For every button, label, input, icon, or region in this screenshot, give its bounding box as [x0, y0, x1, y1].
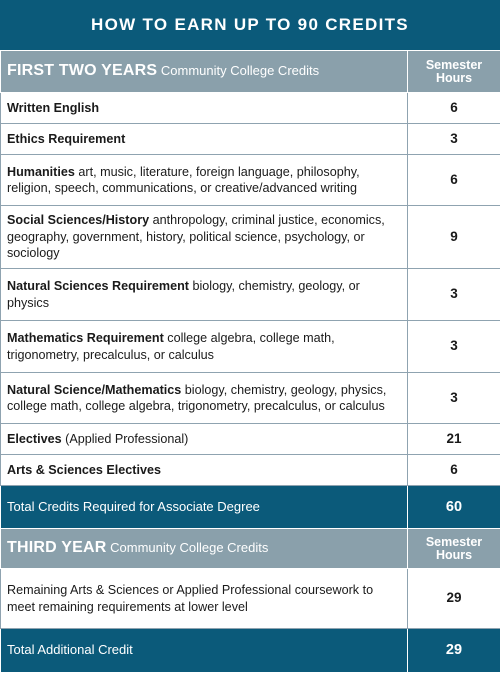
total-label: Total Additional Credit	[1, 629, 408, 673]
course-cell	[1, 93, 408, 124]
course-description: college algebra, college math, trigonometry, precalculus, or calculus	[7, 331, 335, 362]
course-label: Electives	[7, 432, 62, 446]
semester-hours-header-line: Hours	[414, 72, 494, 85]
semester-hours-header	[408, 529, 500, 569]
section-header-first-two-years	[1, 51, 500, 93]
hours-cell: 6	[408, 155, 500, 206]
total-hours: 29	[408, 629, 500, 673]
section-header-third-year	[1, 529, 500, 569]
banner-title: HOW TO EARN UP TO 90 CREDITS	[0, 0, 500, 50]
course-label: Ethics Requirement	[7, 132, 125, 146]
table-row	[1, 321, 500, 373]
course-description: art, music, literature, foreign language, philosophy, religion, speech, communications, or creative/advanced writing	[7, 165, 360, 196]
course-cell	[1, 455, 408, 486]
table-row	[1, 93, 500, 124]
section-title: FIRST TWO YEARS	[7, 62, 157, 79]
course-cell	[1, 206, 408, 269]
course-label: Natural Sciences Requirement	[7, 279, 189, 293]
course-description: biology, chemistry, geology, physics, college math, college algebra, trigonometry, precalculus, or calculus	[7, 383, 386, 414]
hours-cell: 3	[408, 269, 500, 321]
hours-cell: 3	[408, 321, 500, 373]
hours-cell: 6	[408, 455, 500, 486]
table-row	[1, 124, 500, 155]
course-description: biology, chemistry, geology, or physics	[7, 279, 360, 310]
course-cell	[1, 124, 408, 155]
table-row	[1, 455, 500, 486]
hours-cell: 6	[408, 93, 500, 124]
hours-cell: 3	[408, 373, 500, 424]
total-row-associate	[1, 486, 500, 529]
course-cell	[1, 155, 408, 206]
section-title-cell	[1, 529, 408, 569]
hours-cell: 3	[408, 124, 500, 155]
table-row	[1, 155, 500, 206]
course-description: Remaining Arts & Sciences or Applied Professional coursework to meet remaining requirements at lower level	[7, 583, 373, 614]
section-title: THIRD YEAR	[7, 539, 107, 556]
course-label: Social Sciences/History	[7, 213, 149, 227]
course-cell	[1, 569, 408, 629]
total-row-additional	[1, 629, 500, 673]
section-subtitle: Community College Credits	[161, 63, 319, 78]
course-label: Written English	[7, 101, 99, 115]
table-row	[1, 373, 500, 424]
course-description: (Applied Professional)	[65, 432, 188, 446]
credits-table	[0, 50, 500, 673]
section-title-cell	[1, 51, 408, 93]
course-label: Arts & Sciences Electives	[7, 463, 161, 477]
total-label: Total Credits Required for Associate Degree	[1, 486, 408, 529]
table-row	[1, 424, 500, 455]
course-cell	[1, 424, 408, 455]
course-cell	[1, 321, 408, 373]
hours-cell: 9	[408, 206, 500, 269]
section-subtitle: Community College Credits	[110, 540, 268, 555]
semester-hours-header-line: Semester	[414, 59, 494, 72]
course-cell	[1, 269, 408, 321]
table-row	[1, 206, 500, 269]
table-row	[1, 269, 500, 321]
semester-hours-header-line: Semester	[414, 536, 494, 549]
course-label: Mathematics Requirement	[7, 331, 164, 345]
total-hours: 60	[408, 486, 500, 529]
table-row	[1, 569, 500, 629]
course-description: anthropology, criminal justice, economics, geography, government, history, political science, psychology, or sociology	[7, 213, 385, 260]
semester-hours-header-line: Hours	[414, 549, 494, 562]
course-label: Natural Science/Mathematics	[7, 383, 181, 397]
course-label: Humanities	[7, 165, 75, 179]
hours-cell: 21	[408, 424, 500, 455]
semester-hours-header	[408, 51, 500, 93]
course-cell	[1, 373, 408, 424]
hours-cell: 29	[408, 569, 500, 629]
